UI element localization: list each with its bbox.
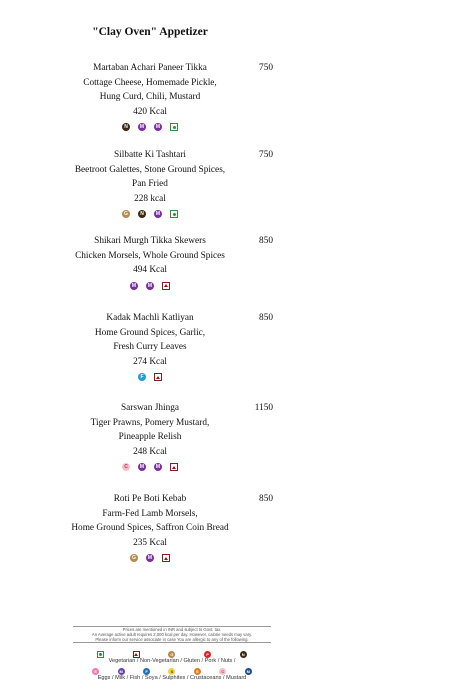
dish-name: Silbatte Ki Tashtari [114,150,186,160]
legend-icons-bottom [83,668,261,675]
eggs-icon: E [92,668,99,675]
vegetarian-icon [170,210,178,218]
description-line: Pan Fried [132,179,168,190]
menu-item [0,148,300,219]
dish-description [0,507,300,536]
mustard-icon: M [139,464,145,471]
dish-name: Shikari Murgh Tikka Skewers [94,236,206,246]
vegetarian-icon [170,123,178,131]
dish-price: 750 [259,150,273,160]
description-line: Farm-Fed Lamb Morsels, [102,508,198,519]
dish-price: 750 [259,63,273,73]
nuts-icon: N [122,123,130,131]
dish-price: 850 [259,494,273,504]
dish-calories: 235 Kcal [133,537,167,548]
gluten-icon: G [130,554,138,562]
dietary-icons [0,123,300,132]
non-vegetarian-icon [162,282,170,290]
dish-price: 1150 [254,403,273,413]
dish-name: Martaban Achari Paneer Tikka [93,63,207,73]
mustard-icon: M [155,464,161,471]
legend-label-bottom: Eggs / Milk / Fish / Soya / Sulphites / Crustaceans / Mustard [97,675,247,681]
gluten-icon: G [122,210,130,218]
non-vegetarian-icon [133,651,140,658]
menu-item [0,311,300,382]
dietary-icons [0,373,300,382]
footer-divider [73,642,271,643]
milk-icon: M [119,669,123,674]
mustard-icon: M [155,211,161,218]
footer-note-2: An Average active adult requires 2,000 kcal per day. However, calorie needs may vary. [91,632,253,637]
dietary-icons [0,210,300,219]
description-line: Beetroot Galettes, Stone Ground Spices, [74,164,226,175]
dish-calories: 420 Kcal [133,106,167,117]
dish-description [0,326,300,355]
dish-description [0,416,300,445]
fish-icon: F [138,373,146,381]
dish-description [0,76,300,105]
dish-calories: 248 Kcal [133,446,167,457]
description-line: Cottage Cheese, Homemade Pickle, [83,77,217,88]
allergen-footer [73,626,271,682]
description-line: Chicken Morsels, Whole Ground Spices [75,250,225,261]
soya-icon: S [168,668,175,675]
dish-calories: 228 kcal [134,193,166,204]
mustard-icon: M [147,555,153,562]
description-line: Tiger Prawns, Pomery Mustard, [90,417,210,428]
dietary-icons [0,282,300,291]
sulphites-icon: S [194,668,201,675]
description-line: Hung Curd, Chili, Mustard [99,92,201,103]
legend-label-top: Vegetarian / Non-Vegetarian / Gluten / Pork / Nuts / [108,658,236,664]
nuts-icon: N [240,651,247,658]
dish-description [0,249,300,264]
dietary-icons [0,554,300,563]
vegetarian-icon [97,651,104,658]
fish-icon: F [143,668,150,675]
mustard-icon: M [147,282,153,289]
mustard-icon: M [139,124,145,131]
dish-calories: 494 Kcal [133,265,167,276]
menu-item [0,401,300,472]
description-line: Home Ground Spices, Garlic, [94,327,206,338]
footer-note-1: Prices are mentioned in INR and subject to Govt. tax. [122,627,222,632]
non-vegetarian-icon [162,554,170,562]
dish-name: Sarswan Jhinga [120,403,180,413]
dish-name: Roti Pe Boti Kebab [113,494,187,504]
menu-title: "Clay Oven" Appetizer [92,26,208,38]
dish-description [0,163,300,192]
gluten-icon: G [170,652,174,657]
pork-icon: P [204,651,211,658]
mustard-icon: M [246,669,250,674]
dish-name: Kadak Machli Katliyan [106,313,194,323]
crustaceans-icon: C [122,463,130,471]
menu-item [0,61,300,132]
dietary-icons [0,463,300,472]
description-line: Home Ground Spices, Saffron Coin Bread [71,523,229,534]
menu-item [0,234,300,291]
legend-icons-top [83,651,261,658]
dish-price: 850 [259,236,273,246]
non-vegetarian-icon [154,373,162,381]
nuts-icon: N [138,210,146,218]
dish-price: 850 [259,313,273,323]
dish-calories: 274 Kcal [133,356,167,367]
crustaceans-icon: C [219,668,226,675]
description-line: Pineapple Relish [118,432,182,443]
mustard-icon: M [131,282,137,289]
menu-item [0,492,300,563]
non-vegetarian-icon [170,463,178,471]
footer-note-3: Please inform our service associate in case You are allergic to any of the following. [95,637,249,642]
mustard-icon: M [155,124,161,131]
description-line: Fresh Curry Leaves [113,342,187,353]
